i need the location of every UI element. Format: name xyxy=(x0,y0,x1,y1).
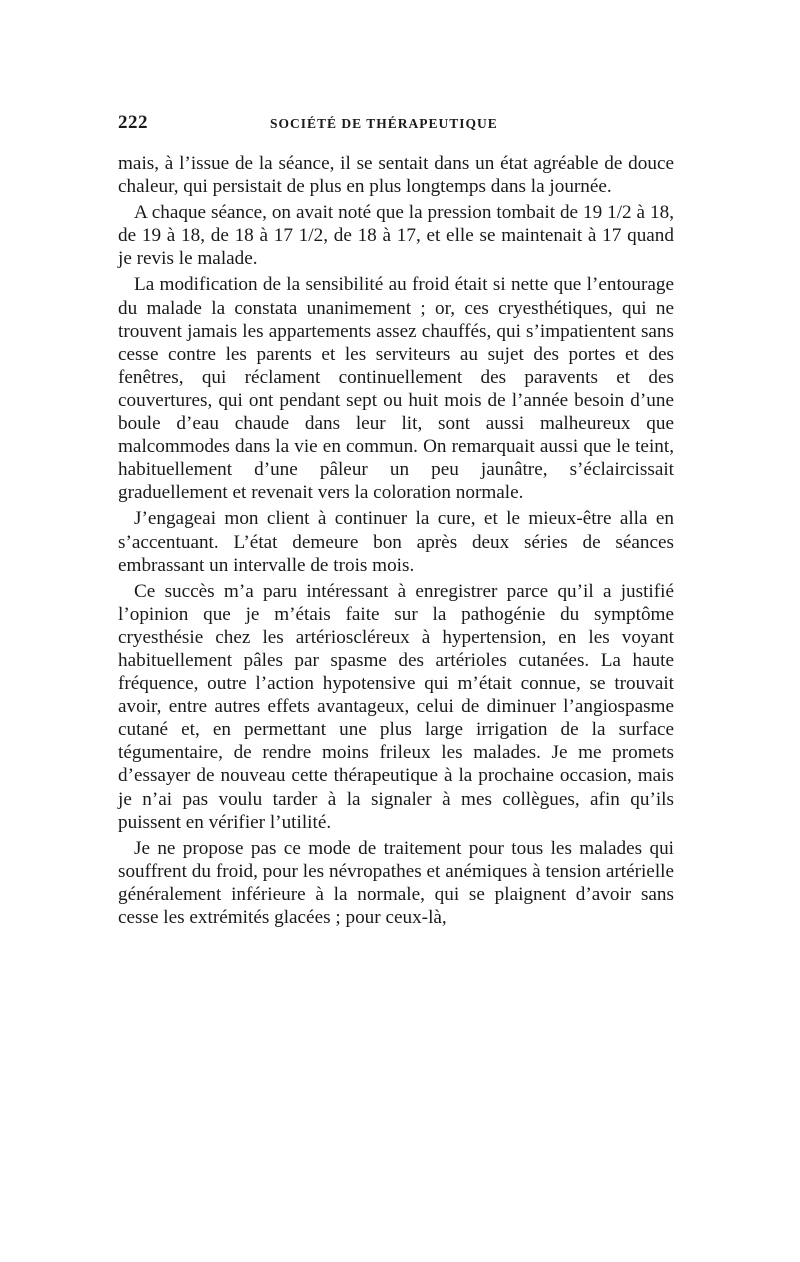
body-text xyxy=(118,152,674,929)
paragraph-sensitivity: La modification de la sensibilité au froid était si nette que l’entourage du malade la constata unanimement ; or, ces cryesthétiques, qui ne trouvent jamais les appartements assez chauffés, qui s’impatientent sans cesse contre les parents et les serviteurs au sujet des portes et des fenêtres, qui réclament continuellement des paravents et des couvertures, qui ont pendant sept ou huit mois de l’année besoin d’une boule d’eau chaude dans leur lit, sont aussi malheureux que malcommodes dans la vie en commun. On remarquait aussi que le teint, habituellement d’une pâleur un peu jaunâtre, s’éclaircissait graduellement et revenait vers la coloration normale. xyxy=(118,274,674,504)
paragraph-pressure: A chaque séance, on avait noté que la pression tombait de 19 1/2 à 18, de 19 à 18, de 18 à 17 1/2, de 18 à 17, et elle se maintenait à 17 quand je revis le malade. xyxy=(118,202,674,270)
paragraph-success: Ce succès m’a paru intéressant à enregistrer parce qu’il a justifié l’opinion que je m’étais faite sur la pathogénie du symptôme cryesthésie chez les artérioscléreux à hypertension, en les voyant habituellement pâles par spasme des artérioles cutanées. La haute fréquence, outre l’action hypotensive qui m’était connue, se trouvait avoir, entre autres effets avantageux, celui de diminuer l’angiospasme cutané et, en permettant une plus large irrigation de la surface tégumentaire, de rendre moins frileux les malades. Je me promets d’essayer de nouveau cette thérapeutique à la prochaine occasion, mais je n’ai pas voulu tarder à la signaler à mes collègues, afin qu’ils puissent en vérifier l’utilité. xyxy=(118,580,674,833)
paragraph-continuation: mais, à l’issue de la séance, il se sentait dans un état agréable de douce chaleur, qui persistait de plus en plus longtemps dans la journée. xyxy=(118,153,674,198)
running-title: SOCIÉTÉ DE THÉRAPEUTIQUE xyxy=(270,116,498,131)
paragraph-cure: J’engageai mon client à continuer la cure, et le mieux-être alla en s’accentuant. L’état demeure bon après deux séries de séances embrassant un intervalle de trois mois. xyxy=(118,508,674,576)
page-number: 222 xyxy=(118,112,148,133)
paragraph-proposal: Je ne propose pas ce mode de traitement pour tous les malades qui souffrent du froid, pour les névropathes et anémiques à tension artérielle généralement inférieure à la normale, qui se plaignent d’avoir sans cesse les extrémités glacées ; pour ceux-là, xyxy=(118,837,674,928)
running-header xyxy=(118,112,676,136)
